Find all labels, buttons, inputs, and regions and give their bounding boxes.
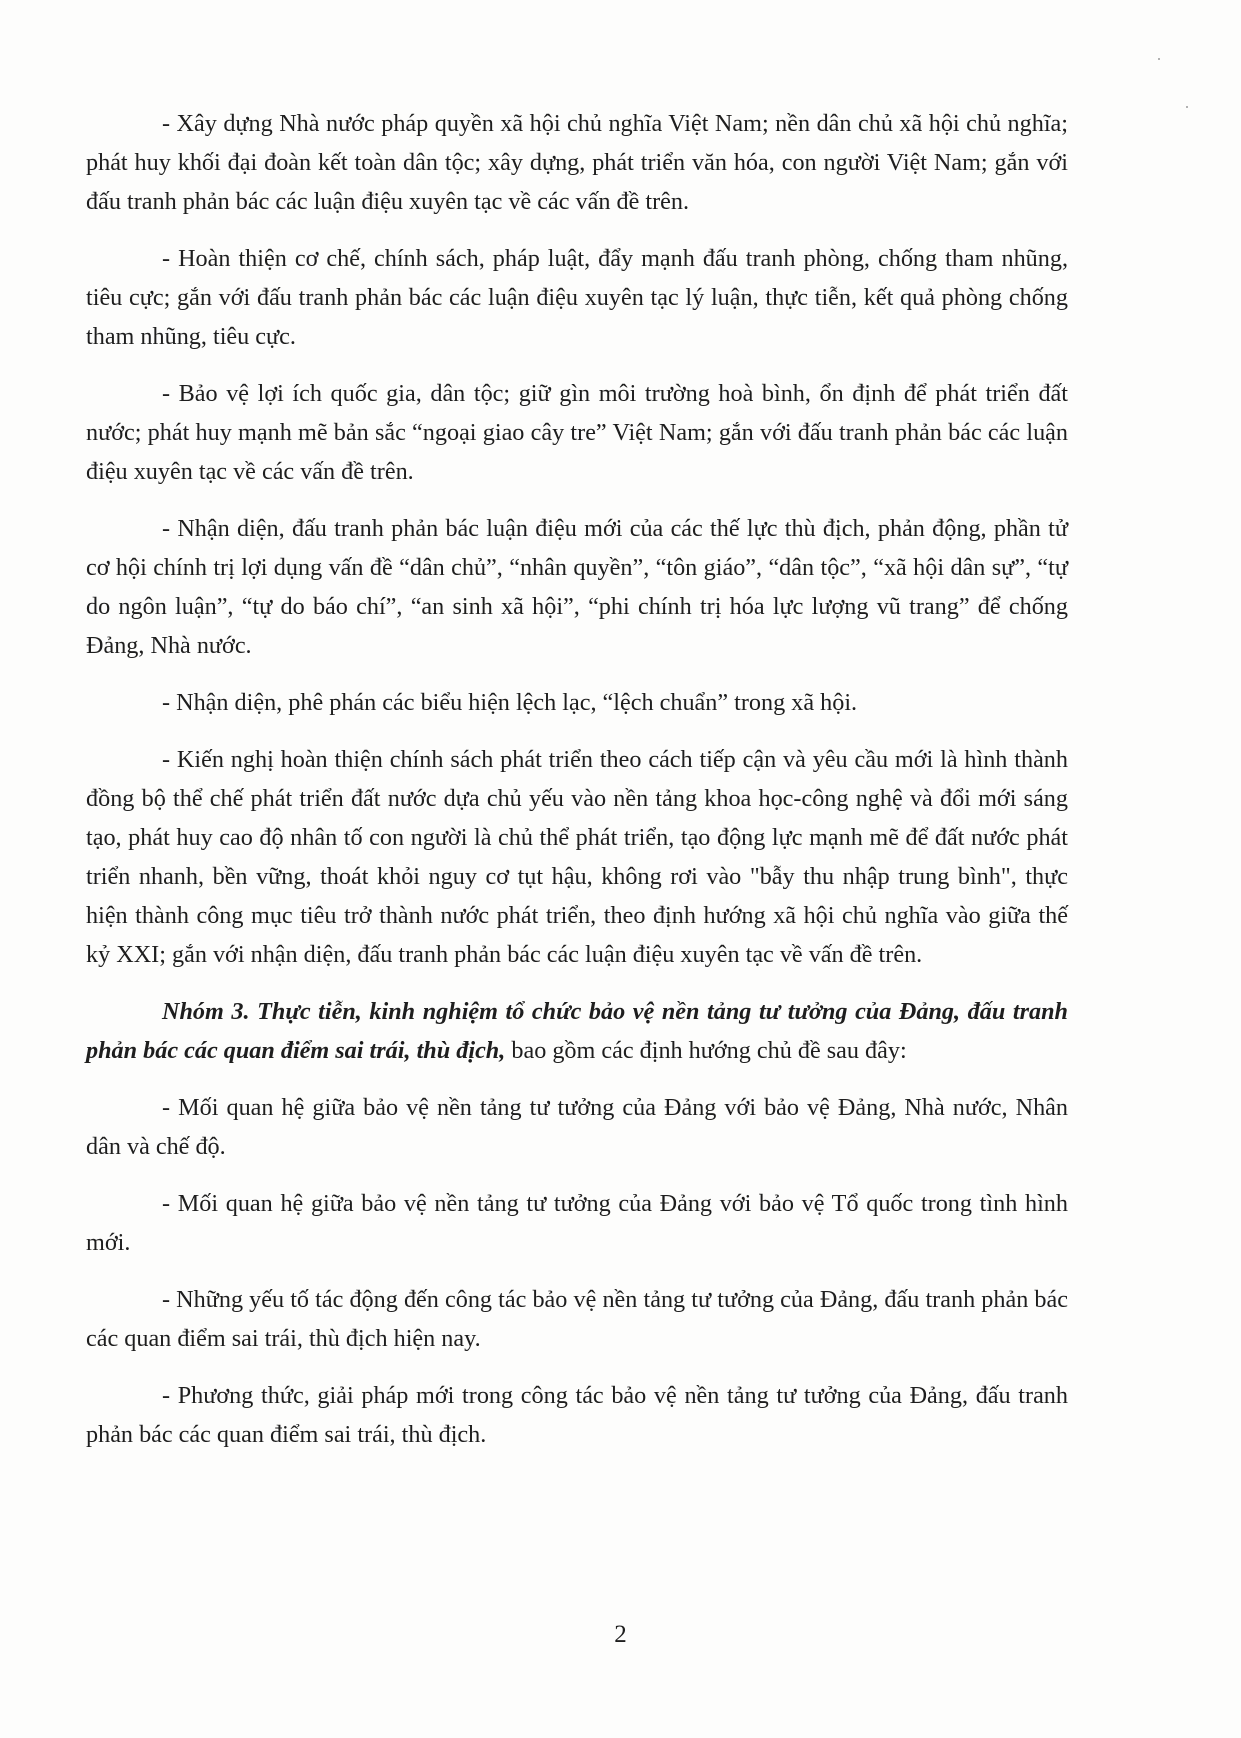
paragraph-anti-corruption: - Hoàn thiện cơ chế, chính sách, pháp luật, đẩy mạnh đấu tranh phòng, chống tham nhũng, tiêu cực; gắn với đấu tranh phản bác các luận điệu xuyên tạc lý luận, thực tiễn, kết quả phòng chống tham nhũng, tiêu cực.: [86, 245, 1068, 350]
group-3-paragraph: [86, 992, 1068, 1070]
paragraph-development-policy: - Kiến nghị hoàn thiện chính sách phát triển theo cách tiếp cận và yêu cầu mới là hình thành đồng bộ thể chế phát triển đất nước dựa chủ yếu vào nền tảng khoa học-công nghệ và đổi mới sáng tạo, phát huy cao độ nhân tố con người là chủ thể phát triển, tạo động lực mạnh mẽ để đất nước phát triển nhanh, bền vững, thoát khỏi nguy cơ tụt hậu, không rơi vào "bẫy thu nhập trung bình", thực hiện thành công mục tiêu trở thành nước phát triển, theo định hướng xã hội chủ nghĩa vào giữa thế kỷ XXI; gắn với nhận diện, đấu tranh phản bác các luận điệu xuyên tạc về vấn đề trên.: [86, 746, 1068, 968]
paragraph-rule-of-law: - Xây dựng Nhà nước pháp quyền xã hội chủ nghĩa Việt Nam; nền dân chủ xã hội chủ nghĩa; phát huy khối đại đoàn kết toàn dân tộc; xây dựng, phát triển văn hóa, con người Việt Nam; gắn với đấu tranh phản bác các luận điệu xuyên tạc về các vấn đề trên.: [86, 110, 1068, 215]
group-3-heading: Nhóm 3. Thực tiễn, kinh nghiệm tổ chức bảo vệ nền tảng tư tưởng của Đảng, đấu tranh phản bác các quan điểm sai trái, thù địch,: [86, 998, 1068, 1064]
group-3-lead: bao gồm các định hướng chủ đề sau đây:: [505, 1037, 907, 1064]
paragraph-hostile-arguments: - Nhận diện, đấu tranh phản bác luận điệu mới của các thế lực thù địch, phản động, phần tử cơ hội chính trị lợi dụng vấn đề “dân chủ”, “nhân quyền”, “tôn giáo”, “dân tộc”, “xã hội dân sự”, “tự do ngôn luận”, “tự do báo chí”, “an sinh xã hội”, “phi chính trị hóa lực lượng vũ trang” để chống Đảng, Nhà nước.: [86, 515, 1068, 659]
paragraph-party-state-relation: - Mối quan hệ giữa bảo vệ nền tảng tư tưởng của Đảng với bảo vệ Đảng, Nhà nước, Nhân dân và chế độ.: [86, 1094, 1068, 1160]
paragraph-homeland-relation: - Mối quan hệ giữa bảo vệ nền tảng tư tưởng của Đảng với bảo vệ Tổ quốc trong tình hình mới.: [86, 1190, 1068, 1256]
scan-speck: [1186, 106, 1188, 108]
document-body: [86, 104, 1068, 1472]
paragraph-influencing-factors: - Những yếu tố tác động đến công tác bảo vệ nền tảng tư tưởng của Đảng, đấu tranh phản bác các quan điểm sai trái, thù địch hiện nay.: [86, 1286, 1068, 1352]
scan-speck: [1158, 58, 1160, 60]
paragraph-new-methods: - Phương thức, giải pháp mới trong công tác bảo vệ nền tảng tư tưởng của Đảng, đấu tranh phản bác các quan điểm sai trái, thù địch.: [86, 1382, 1068, 1448]
paragraph-deviations: - Nhận diện, phê phán các biểu hiện lệch lạc, “lệch chuẩn” trong xã hội.: [162, 689, 858, 716]
paragraph-national-interest: - Bảo vệ lợi ích quốc gia, dân tộc; giữ gìn môi trường hoà bình, ổn định để phát triển đất nước; phát huy mạnh mẽ bản sắc “ngoại giao cây tre” Việt Nam; gắn với đấu tranh phản bác các luận điệu xuyên tạc về các vấn đề trên.: [86, 380, 1068, 485]
page-number: 2: [614, 1621, 627, 1648]
